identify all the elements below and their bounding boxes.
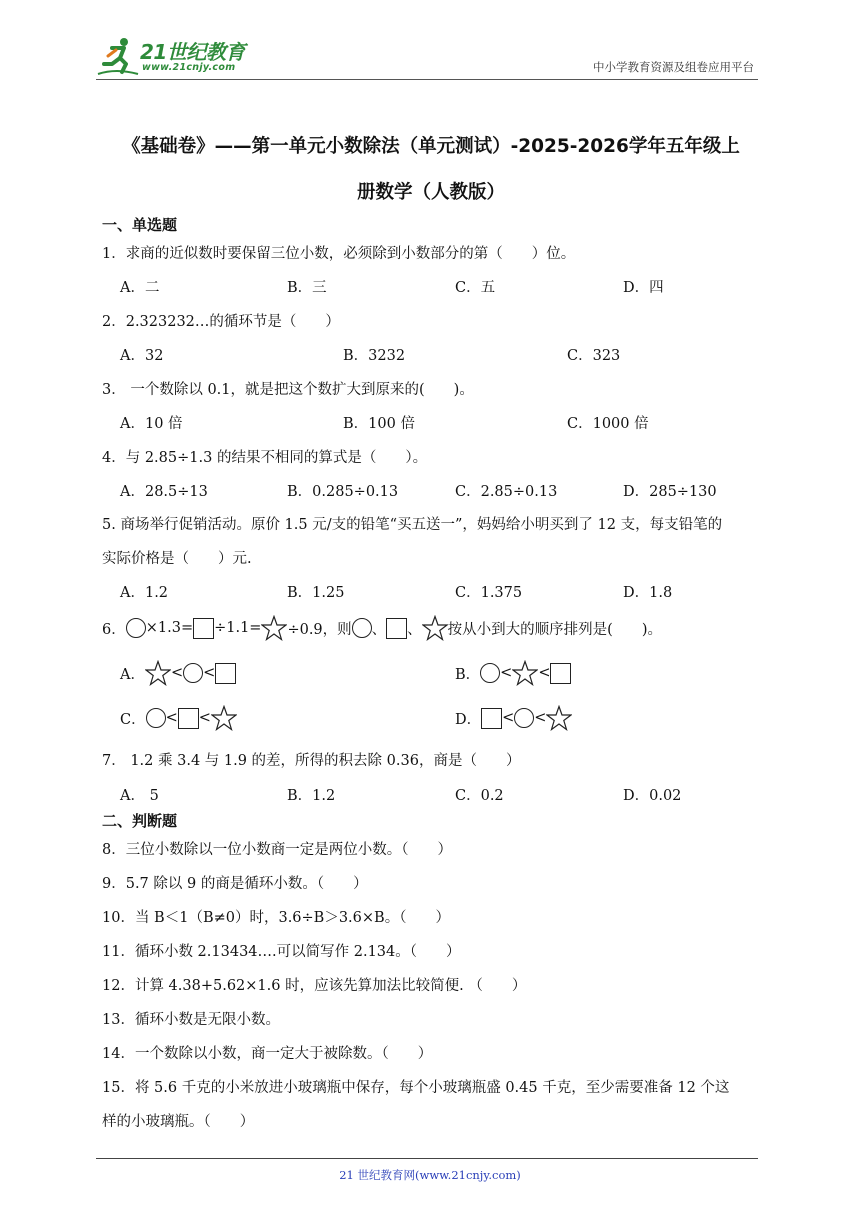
star-shape: [546, 705, 572, 731]
q1-option-d: D．四: [623, 280, 664, 296]
page-header: [96, 34, 758, 80]
less-than: <: [538, 665, 551, 681]
q7-option-a: A． 5: [120, 788, 159, 804]
question-3: 3． 一个数除以 0.1，就是把这个数扩大到原来的( )。: [102, 382, 474, 398]
question-13: 13．循环小数是无限小数。: [102, 1012, 280, 1028]
question-7: 7． 1.2 乘 3.4 与 1.9 的差，所得的积去除 0.36，商是（ ）: [102, 753, 521, 769]
question-14: 14．一个数除以小数，商一定大于被除数。（ ）: [102, 1046, 433, 1062]
q4-option-a: A．28.5÷13: [120, 484, 208, 500]
less-than: <: [500, 665, 513, 681]
q6-option-c-label: C．: [120, 711, 146, 728]
section-judgement: 二、判断题: [102, 812, 178, 830]
q1-option-c: C．五: [455, 280, 496, 296]
q5-option-d: D．1.8: [623, 585, 673, 601]
square-shape: [215, 663, 236, 684]
header-slogan: 中小学教育资源及组卷应用平台: [593, 60, 754, 74]
square-shape: [550, 663, 571, 684]
footer-divider: [96, 1158, 758, 1159]
less-than: <: [203, 665, 216, 681]
q7-option-d: D．0.02: [623, 788, 682, 804]
q6-part1: ×1.3=: [145, 620, 194, 636]
q2-option-c: C．323: [567, 348, 621, 364]
question-5-line2: 实际价格是（ ）元.: [102, 551, 252, 567]
logo-url: www.21cnjy.com: [142, 62, 236, 73]
site-logo: [96, 34, 266, 78]
question-10: 10．当 B＜1（B≠0）时，3.6÷B＞3.6×B。（ ）: [102, 910, 450, 926]
q4-option-b: B．0.285÷0.13: [287, 484, 399, 500]
q5-option-a: A．1.2: [120, 585, 169, 601]
q6-option-b-label: B．: [455, 666, 481, 683]
page-title-line1: 《基础卷》——第一单元小数除法（单元测试）-2025-2026学年五年级上: [122, 136, 740, 157]
q3-option-b: B．100 倍: [343, 416, 415, 432]
q6-part4: 按从小到大的顺序排列是( )。: [447, 621, 662, 638]
star-shape: [512, 660, 538, 686]
question-11: 11．循环小数 2.13434….可以简写作 2.134。（ ）: [102, 944, 461, 960]
q3-option-c: C．1000 倍: [567, 416, 649, 432]
q5-option-b: B．1.25: [287, 585, 345, 601]
question-4: 4．与 2.85÷1.3 的结果不相同的算式是（ ）。: [102, 450, 428, 466]
q6-option-a-label: A．: [120, 666, 145, 683]
q6-option-a: [120, 659, 236, 687]
circle-shape: [352, 618, 372, 638]
star-shape: [211, 705, 237, 731]
logo-text: 21世纪教育: [140, 40, 245, 64]
square-shape: [193, 618, 214, 639]
question-15-line2: 样的小玻璃瓶。（ ）: [102, 1114, 255, 1130]
section-single-choice: 一、单选题: [102, 216, 178, 234]
circle-shape: [480, 663, 500, 683]
less-than: <: [534, 710, 547, 726]
q6-option-d-label: D．: [455, 711, 482, 728]
square-shape: [178, 708, 199, 729]
q6-part2: ÷1.1=: [214, 620, 262, 636]
circle-shape: [126, 618, 146, 638]
q6-option-c: [120, 704, 237, 732]
less-than: <: [502, 710, 515, 726]
q2-option-b: B．3232: [343, 348, 406, 364]
q1-option-a: A．二: [120, 280, 160, 296]
square-shape: [481, 708, 502, 729]
page-footer: 21 世纪教育网(www.21cnjy.com): [339, 1168, 521, 1182]
q6-separator: 、: [407, 621, 422, 638]
question-8: 8．三位小数除以一位小数商一定是两位小数。（ ）: [102, 842, 452, 858]
q3-option-a: A．10 倍: [120, 416, 183, 432]
star-shape: [261, 615, 287, 641]
page-title-line2: 册数学（人教版）: [356, 182, 505, 203]
star-shape: [145, 660, 171, 686]
q6-option-d: [455, 704, 572, 732]
question-5-line1: 5. 商场举行促销活动。原价 1.5 元/支的铅笔“买五送一”，妈妈给小明买到了 12 支，每支铅笔的: [102, 517, 723, 533]
q6-option-b: [455, 659, 571, 687]
question-2: 2．2.323232…的循环节是（ ）: [102, 314, 340, 330]
q7-option-c: C．0.2: [455, 788, 504, 804]
question-9: 9．5.7 除以 9 的商是循环小数。（ ）: [102, 876, 368, 892]
less-than: <: [198, 710, 211, 726]
circle-shape: [146, 708, 166, 728]
q6-part3: ÷0.9，则: [287, 621, 352, 638]
q4-option-d: D．285÷130: [623, 484, 717, 500]
star-shape: [422, 615, 448, 641]
less-than: <: [170, 665, 184, 681]
q2-option-a: A．32: [120, 348, 164, 364]
q5-option-c: C．1.375: [455, 585, 523, 601]
circle-shape: [514, 708, 534, 728]
q1-option-b: B．三: [287, 280, 327, 296]
q4-option-c: C．2.85÷0.13: [455, 484, 558, 500]
question-12: 12．计算 4.38+5.62×1.6 时，应该先算加法比较简便. （ ）: [102, 978, 527, 994]
square-shape: [386, 618, 407, 639]
question-1: 1．求商的近似数时要保留三位小数，必须除到小数部分的第（ ）位。: [102, 246, 576, 262]
question-6: [102, 614, 662, 642]
less-than: <: [165, 710, 178, 726]
q7-option-b: B．1.2: [287, 788, 336, 804]
circle-shape: [183, 663, 203, 683]
q6-separator: 、: [371, 621, 387, 638]
q6-number: 6．: [102, 621, 126, 638]
question-15-line1: 15．将 5.6 千克的小米放进小玻璃瓶中保存，每个小玻璃瓶盛 0.45 千克，至少需要准备 12 个这: [102, 1080, 730, 1096]
runner-logo-icon: [96, 34, 140, 78]
